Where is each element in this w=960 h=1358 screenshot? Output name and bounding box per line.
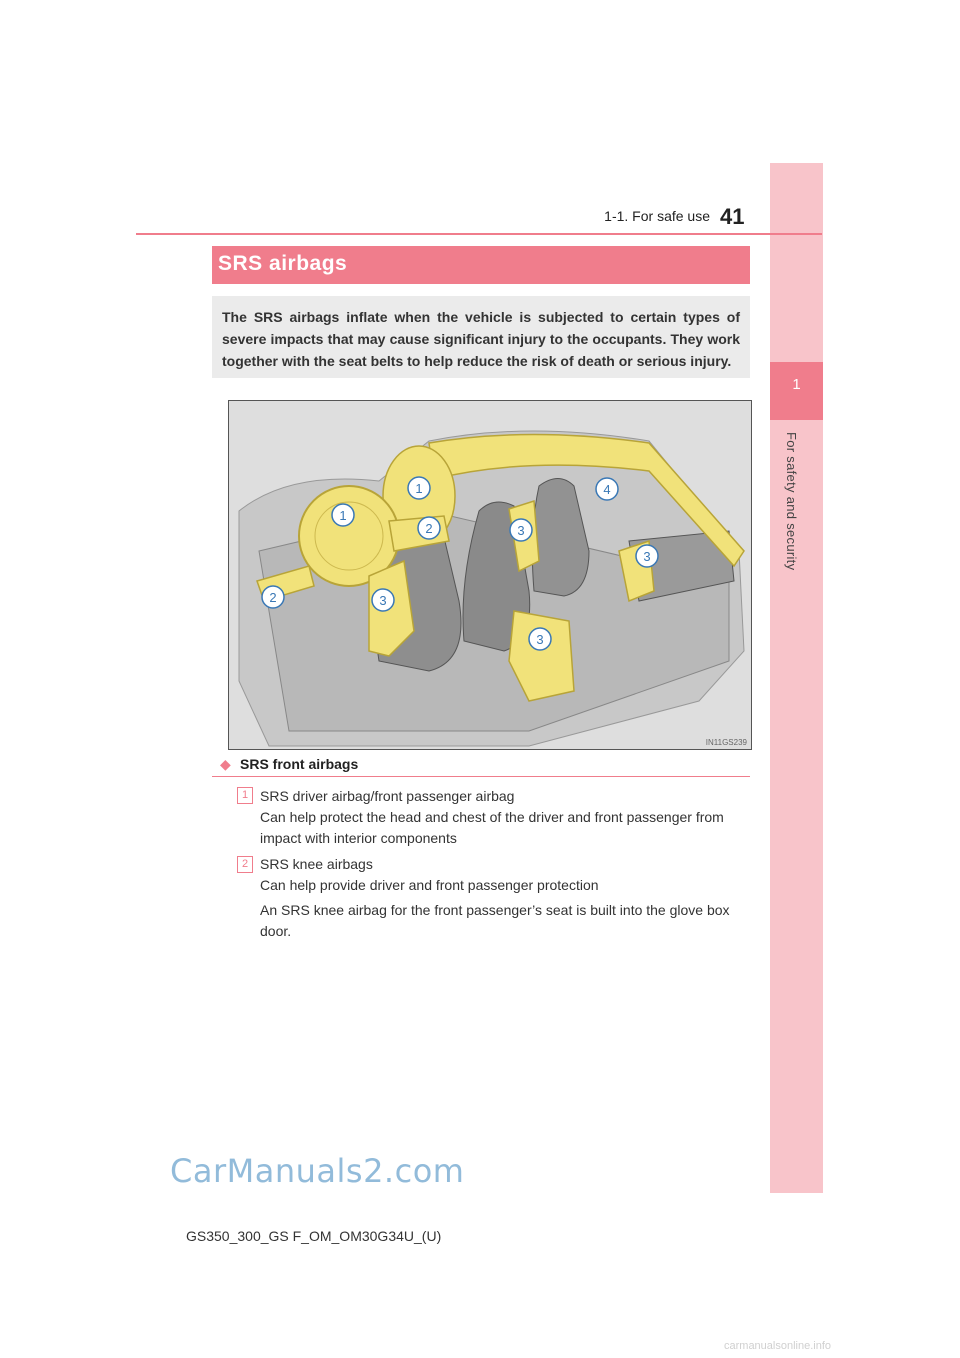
chapter-label: For safety and security [784, 432, 799, 571]
footer-doc-code: GS350_300_GS F_OM_OM30G34U_(U) [186, 1228, 442, 1244]
callout-3-rear-left [529, 628, 551, 650]
item-2-note: An SRS knee airbag for the front passenger’s seat is built into the glove box door. [260, 902, 730, 939]
svg-text:1: 1 [339, 508, 347, 523]
svg-text:2: 2 [425, 521, 433, 536]
intro-text: The SRS airbags inflate when the vehicle is subjected to certain types of severe impacts that may cause significant injury to the occupants. They work together with the seat belts to help reduce the risk of death or serious injury. [222, 309, 740, 369]
page-title: SRS airbags [218, 252, 348, 275]
intro-box [212, 296, 750, 378]
diamond-bullet-icon: ◆ [220, 756, 231, 772]
chapter-tab [770, 163, 823, 1193]
item-1-title: SRS driver airbag/front passenger airbag [260, 788, 515, 804]
airbag-illustration [228, 400, 752, 750]
callout-1-passenger [408, 477, 430, 499]
callout-3-rear-right [636, 545, 658, 567]
figure-code: IN11GS239 [705, 738, 747, 747]
svg-text:3: 3 [643, 549, 651, 564]
item-number-2: 2 [237, 856, 253, 873]
item-number-1: 1 [237, 787, 253, 804]
callout-4-curtain [596, 478, 618, 500]
item-1-description: Can help protect the head and chest of the driver and front passenger from impact with interior components [260, 809, 724, 846]
item-2-title: SRS knee airbags [260, 856, 373, 872]
svg-text:1: 1 [415, 481, 423, 496]
watermark-url: carmanualsonline.info [724, 1340, 832, 1352]
svg-text:2: 2 [269, 590, 277, 605]
callout-3-front-passenger [510, 519, 532, 541]
header-rule [136, 233, 822, 235]
svg-text:3: 3 [536, 632, 544, 647]
callout-2-passenger [418, 517, 440, 539]
subsection-heading: SRS front airbags [240, 756, 359, 772]
watermark-logo: CarManuals2.com [170, 1152, 465, 1190]
title-bar [212, 246, 750, 284]
airbag-diagram [229, 401, 751, 749]
section-label: 1-1. For safe use [604, 208, 710, 224]
callout-2-driver [262, 586, 284, 608]
page-number: 41 [720, 204, 745, 229]
svg-text:4: 4 [603, 482, 611, 497]
callout-3-driver [372, 589, 394, 611]
svg-text:3: 3 [379, 593, 387, 608]
chapter-number: 1 [792, 376, 801, 393]
svg-text:3: 3 [517, 523, 525, 538]
item-2-description: Can help provide driver and front passenger protection [260, 877, 599, 893]
subsection-rule [212, 776, 750, 777]
callout-1-driver [332, 504, 354, 526]
